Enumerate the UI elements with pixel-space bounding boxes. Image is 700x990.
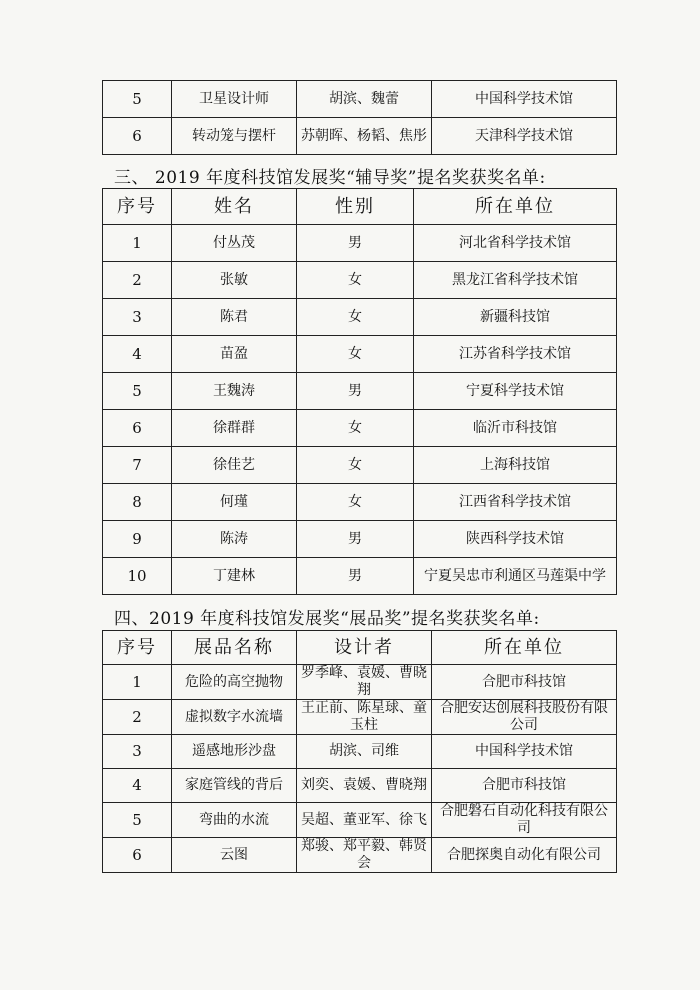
- tutor-award-table: [102, 188, 617, 595]
- header-designer: 设计者: [297, 631, 432, 665]
- cell-gender: 女: [297, 299, 414, 336]
- table-row: [103, 769, 617, 803]
- cell-no: 4: [103, 336, 172, 373]
- cell-unit: 陕西科学技术馆: [414, 521, 617, 558]
- table-row: [103, 262, 617, 299]
- cell-no: 1: [103, 225, 172, 262]
- table-row: [103, 336, 617, 373]
- header-gender: 性别: [297, 189, 414, 225]
- cell-name: 云图: [172, 838, 297, 873]
- cell-no: 4: [103, 769, 172, 803]
- cell-unit: 宁夏科学技术馆: [414, 373, 617, 410]
- cell-unit: 临沂市科技馆: [414, 410, 617, 447]
- cell-name: 转动笼与摆杆: [172, 118, 297, 155]
- cell-name: 张敏: [172, 262, 297, 299]
- cell-name: 家庭管线的背后: [172, 769, 297, 803]
- table-row: [103, 484, 617, 521]
- cell-no: 10: [103, 558, 172, 595]
- cell-unit: 江西省科学技术馆: [414, 484, 617, 521]
- cell-no: 6: [103, 410, 172, 447]
- cell-name: 苗盈: [172, 336, 297, 373]
- table-row: [103, 447, 617, 484]
- cell-no: 5: [103, 373, 172, 410]
- cell-unit: 河北省科学技术馆: [414, 225, 617, 262]
- cell-no: 6: [103, 118, 172, 155]
- cell-unit: 合肥磐石自动化科技有限公司: [432, 803, 617, 838]
- cell-designer: 胡滨、司维: [297, 735, 432, 769]
- cell-no: 9: [103, 521, 172, 558]
- header-unit: 所在单位: [432, 631, 617, 665]
- cell-name: 何瑾: [172, 484, 297, 521]
- cell-designer: 胡滨、魏蕾: [297, 81, 432, 118]
- cell-designer: 刘奕、袁媛、曹晓翔: [297, 769, 432, 803]
- table-header-row: [103, 631, 617, 665]
- table-row: [103, 665, 617, 700]
- cell-name: 丁建林: [172, 558, 297, 595]
- cell-designer: 郑骏、郑平毅、韩贤会: [297, 838, 432, 873]
- cell-unit: 上海科技馆: [414, 447, 617, 484]
- table-row: [103, 521, 617, 558]
- cell-unit: 中国科学技术馆: [432, 735, 617, 769]
- cell-no: 5: [103, 803, 172, 838]
- table-row: [103, 81, 617, 118]
- cell-gender: 女: [297, 447, 414, 484]
- cell-no: 6: [103, 838, 172, 873]
- cell-name: 卫星设计师: [172, 81, 297, 118]
- table-row: [103, 803, 617, 838]
- cell-no: 2: [103, 262, 172, 299]
- cell-name: 危险的高空抛物: [172, 665, 297, 700]
- cell-name: 遥感地形沙盘: [172, 735, 297, 769]
- table-row: [103, 558, 617, 595]
- cell-gender: 男: [297, 521, 414, 558]
- cell-unit: 新疆科技馆: [414, 299, 617, 336]
- cell-no: 2: [103, 700, 172, 735]
- exhibit-award-table: [102, 630, 617, 873]
- cell-designer: 王正前、陈星球、童玉柱: [297, 700, 432, 735]
- cell-gender: 男: [297, 225, 414, 262]
- cell-no: 7: [103, 447, 172, 484]
- cell-gender: 女: [297, 484, 414, 521]
- cell-name: 弯曲的水流: [172, 803, 297, 838]
- cell-unit: 合肥市科技馆: [432, 665, 617, 700]
- cell-designer: 苏朝晖、杨韬、焦彤: [297, 118, 432, 155]
- header-name: 姓名: [172, 189, 297, 225]
- table-row: [103, 410, 617, 447]
- cell-unit: 中国科学技术馆: [432, 81, 617, 118]
- cell-gender: 女: [297, 262, 414, 299]
- table-row: [103, 225, 617, 262]
- table-row: [103, 299, 617, 336]
- cell-designer: 吴超、董亚军、徐飞: [297, 803, 432, 838]
- cell-name: 付丛茂: [172, 225, 297, 262]
- table-row: [103, 373, 617, 410]
- cell-name: 陈涛: [172, 521, 297, 558]
- cell-name: 陈君: [172, 299, 297, 336]
- cell-name: 王魏涛: [172, 373, 297, 410]
- cell-no: 3: [103, 299, 172, 336]
- cell-no: 8: [103, 484, 172, 521]
- header-unit: 所在单位: [414, 189, 617, 225]
- header-no: 序号: [103, 189, 172, 225]
- table-row: [103, 735, 617, 769]
- cell-name: 徐佳艺: [172, 447, 297, 484]
- cell-name: 虚拟数字水流墙: [172, 700, 297, 735]
- cell-unit: 合肥安达创展科技股份有限公司: [432, 700, 617, 735]
- table-row: [103, 700, 617, 735]
- cell-unit: 合肥市科技馆: [432, 769, 617, 803]
- cell-no: 5: [103, 81, 172, 118]
- cell-unit: 江苏省科学技术馆: [414, 336, 617, 373]
- cell-unit: 宁夏吴忠市利通区马莲渠中学: [414, 558, 617, 595]
- header-no: 序号: [103, 631, 172, 665]
- cell-gender: 男: [297, 373, 414, 410]
- cell-gender: 女: [297, 410, 414, 447]
- header-name: 展品名称: [172, 631, 297, 665]
- cell-no: 1: [103, 665, 172, 700]
- table-row: [103, 118, 617, 155]
- cell-unit: 天津科学技术馆: [432, 118, 617, 155]
- cell-designer: 罗季峰、袁媛、曹晓翔: [297, 665, 432, 700]
- table-header-row: [103, 189, 617, 225]
- cell-no: 3: [103, 735, 172, 769]
- cell-gender: 男: [297, 558, 414, 595]
- exhibit-table-continued: [102, 80, 617, 155]
- cell-gender: 女: [297, 336, 414, 373]
- cell-unit: 合肥探奥自动化有限公司: [432, 838, 617, 873]
- section-4-title: 四、2019 年度科技馆发展奖“展品奖”提名奖获奖名单:: [114, 609, 540, 629]
- table-row: [103, 838, 617, 873]
- cell-unit: 黑龙江省科学技术馆: [414, 262, 617, 299]
- cell-name: 徐群群: [172, 410, 297, 447]
- section-3-title: 三、 2019 年度科技馆发展奖“辅导奖”提名奖获奖名单:: [114, 168, 546, 188]
